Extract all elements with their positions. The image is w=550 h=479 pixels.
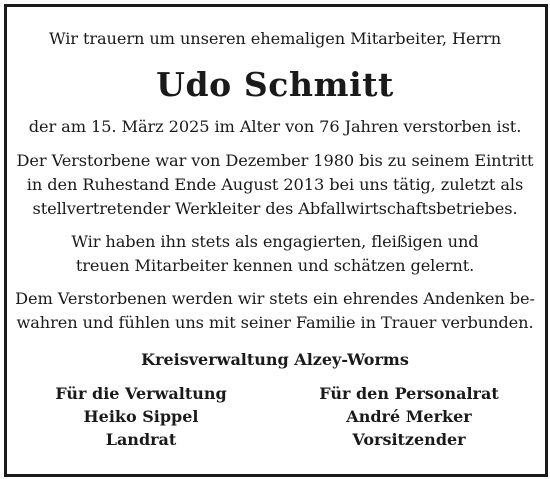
deceased-name: Udo Schmitt	[156, 65, 394, 104]
signatory-title-right: Vorsitzender	[352, 430, 466, 449]
organization-name: Kreisverwaltung Alzey-Worms	[141, 350, 409, 369]
tribute-line-2: treuen Mitarbeiter kennen und schätzen gelernt.	[75, 256, 475, 275]
intro-line: Wir trauern um unseren ehemaligen Mitarbeiter, Herrn	[48, 29, 502, 48]
memory-line-2: wahren und fühlen uns mit seiner Familie in Trauer verbunden.	[16, 313, 534, 332]
memory-line-1: Dem Verstorbenen werden wir stets ein ehrendes Andenken be-	[15, 289, 535, 308]
career-line-1: Der Verstorbene war von Dezember 1980 bis zu seinem Eintritt	[16, 151, 534, 170]
obituary-notice	[7, 7, 543, 472]
career-line-2: in den Ruhestand Ende August 2013 bei uns tätig, zuletzt als	[26, 175, 524, 194]
signatory-role-right: Für den Personalrat	[319, 384, 499, 403]
career-line-3: stellvertretender Werkleiter des Abfallwirtschaftsbetriebes.	[32, 199, 518, 218]
signatory-name-left: Heiko Sippel	[83, 407, 199, 426]
signatory-title-left: Landrat	[105, 430, 177, 449]
signatory-role-left: Für die Verwaltung	[55, 384, 227, 403]
death-date-line: der am 15. März 2025 im Alter von 76 Jahren verstorben ist.	[28, 117, 522, 136]
tribute-line-1: Wir haben ihn stets als engagierten, fleißigen und	[71, 232, 479, 251]
signatory-name-right: André Merker	[346, 407, 472, 426]
